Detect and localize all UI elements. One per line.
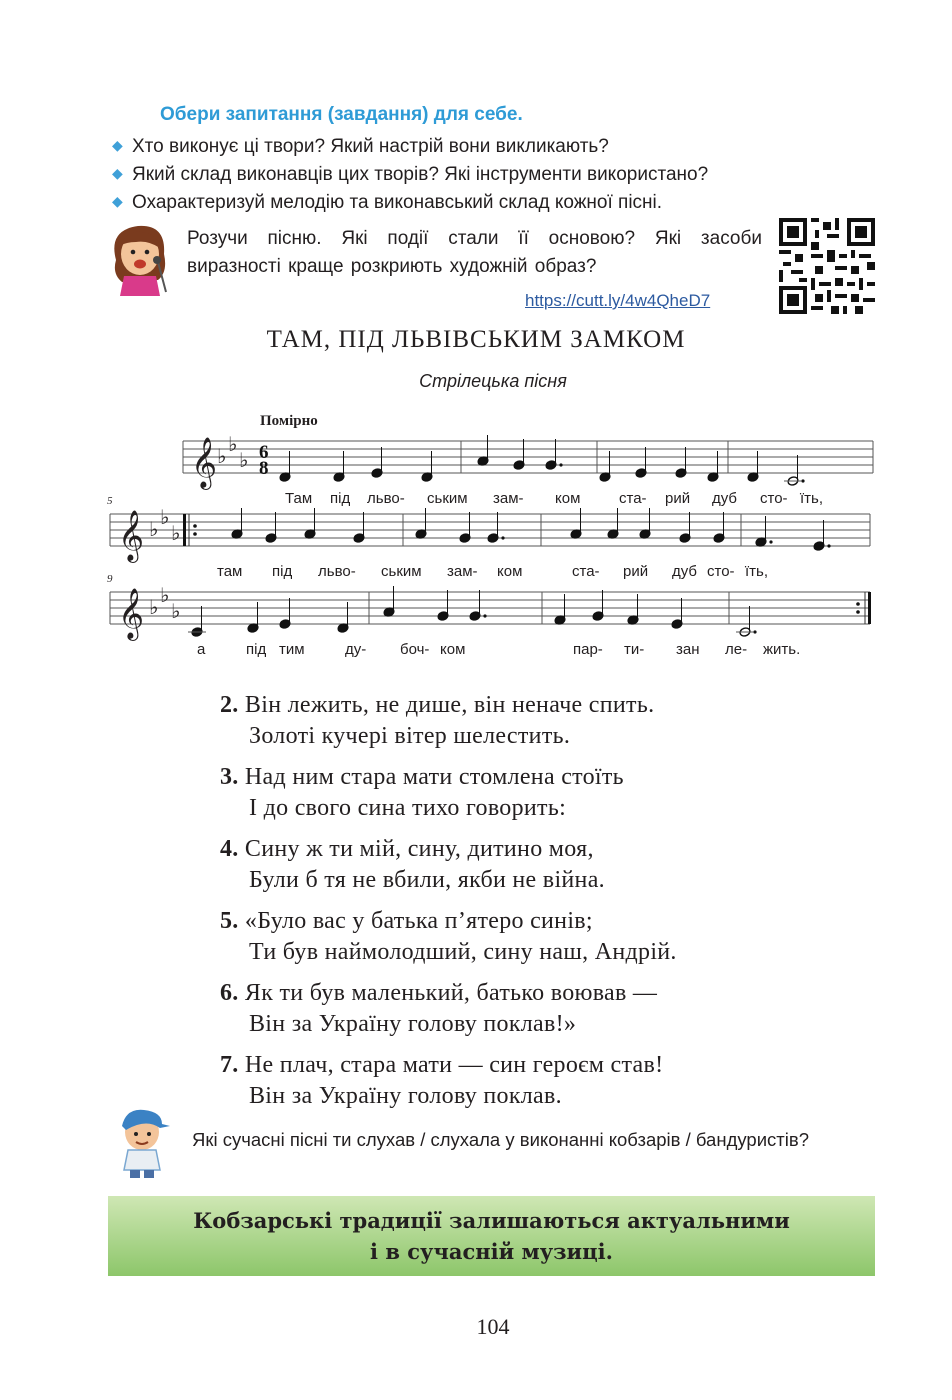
lyric-syllable: там	[217, 563, 243, 580]
verse-number: 7.	[220, 1052, 239, 1078]
lyric-syllable: під	[272, 563, 293, 580]
singing-girl-illustration	[102, 220, 178, 298]
note-dot	[483, 614, 486, 617]
lyric-syllable: льво-	[318, 563, 356, 580]
tempo-marking: Помірно	[260, 413, 318, 429]
song-title: ТАМ, ПІД ЛЬВІВСЬКИМ ЗАМКОМ	[266, 326, 686, 353]
lyric-syllable: ти-	[624, 641, 645, 658]
verse-line-1: 7. Не плач, стара мати — син героєм став!	[220, 1052, 664, 1078]
flat-icon: ♭	[171, 599, 181, 623]
lyric-syllable: ком	[555, 490, 581, 507]
lyric-syllable: а	[197, 641, 206, 658]
flat-icon: ♭	[171, 521, 181, 545]
lyric-syllable: під	[246, 641, 267, 658]
conclusion-banner	[108, 1196, 875, 1276]
lyric-syllable: ським	[381, 563, 422, 580]
lyric-syllable: ду-	[345, 641, 367, 658]
flat-icon: ♭	[149, 595, 159, 619]
music-score	[105, 405, 880, 670]
note-dot	[769, 540, 772, 543]
lyric-syllable: сто-	[707, 563, 735, 580]
boy-illustration	[112, 1106, 172, 1180]
list-item: ◆ Який склад виконавців цих творів? Які інструменти використано?	[112, 159, 832, 187]
lyric-syllable: сто-	[760, 490, 788, 507]
lyric-syllable: ком	[440, 641, 466, 658]
lyric-syllable: пар-	[573, 641, 603, 658]
list-item: ◆ Охарактеризуй мелодію та виконавський склад кожної пісні.	[112, 187, 832, 215]
lyric-syllable: під	[330, 490, 351, 507]
verse	[220, 690, 654, 752]
measure-number: 9	[107, 573, 113, 585]
lyric-syllable: ком	[497, 563, 523, 580]
verse-number: 2.	[220, 692, 239, 718]
page-number: 104	[476, 1314, 510, 1339]
lyric-syllable: рий	[623, 563, 649, 580]
qr-code-icon	[779, 218, 875, 314]
verse-line-1: 6. Як ти був маленький, батько воював —	[220, 980, 658, 1006]
verse	[220, 906, 677, 968]
flat-icon: ♭	[217, 444, 227, 468]
questions-title: Обери запитання (завдання) для себе.	[160, 104, 523, 125]
repeat-dot	[856, 602, 860, 606]
lyric-syllable: дуб	[712, 490, 738, 507]
list-item: ◆ Хто виконує ці твори? Який настрій вони викликають?	[112, 131, 832, 159]
conclusion-line-1: Кобзарські традиції залишаються актуальними	[193, 1208, 790, 1233]
diamond-bullet-icon: ◆	[112, 137, 123, 153]
treble-clef-icon: 𝄞	[191, 437, 218, 488]
lyric-syllable: Там	[285, 490, 313, 507]
repeat-start-bar	[183, 514, 186, 546]
flat-icon: ♭	[239, 448, 249, 472]
lyric-syllable: зан	[676, 641, 700, 658]
lyric-syllable: боч-	[400, 641, 430, 658]
flat-icon: ♭	[228, 432, 238, 456]
verse-line-2: І до свого сина тихо говорить:	[249, 795, 567, 821]
treble-clef-icon: 𝄞	[118, 588, 145, 639]
diamond-bullet-icon: ◆	[112, 165, 123, 181]
questions-list	[112, 131, 832, 215]
lyric-syllable: їть,	[745, 563, 769, 580]
verse-line-2: Він за Україну голову поклав!»	[249, 1011, 577, 1037]
lyric-syllable: льво-	[367, 490, 405, 507]
lyric-syllable: їть,	[800, 490, 824, 507]
learn-task-text: Розучи пісню. Які події стали її основою? Які засоби виразності краще розкриють художній образ?	[187, 228, 762, 277]
lyric-syllable: зам-	[447, 563, 478, 580]
lyric-syllable: ле-	[725, 641, 748, 658]
lyric-syllable: ським	[427, 490, 468, 507]
flat-icon: ♭	[160, 583, 170, 607]
flat-icon: ♭	[160, 505, 170, 529]
flat-icon: ♭	[149, 517, 159, 541]
final-bar-line	[868, 592, 871, 624]
verse-number: 4.	[220, 836, 239, 862]
song-subtitle: Стрілецька пісня	[419, 371, 567, 391]
verse-number: 3.	[220, 764, 239, 790]
repeat-dot	[856, 610, 860, 614]
lyric-syllable: тим	[279, 641, 305, 658]
lyric-syllable: рий	[665, 490, 691, 507]
verse-line-2: Ти був наймолодший, сину наш, Андрій.	[249, 939, 677, 965]
verse	[220, 762, 624, 824]
lyric-syllable: зам-	[493, 490, 524, 507]
verse-number: 5.	[220, 908, 239, 934]
repeat-dot	[193, 532, 197, 536]
verse-number: 6.	[220, 980, 239, 1006]
verse	[220, 978, 657, 1040]
lyric-syllable: ста-	[572, 563, 600, 580]
note-dot	[827, 544, 830, 547]
verse-line-1: 4. Сину ж ти мій, сину, дитино моя,	[220, 836, 594, 862]
verse-line-1: 5. «Було вас у батька п’ятеро синів;	[220, 908, 593, 934]
verse-line-1: 3. Над ним стара мати стомлена стоїть	[220, 764, 624, 790]
modern-songs-question: Які сучасні пісні ти слухав / слухала у виконанні кобзарів / бандуристів?	[192, 1129, 809, 1150]
song-link[interactable]: https://cutt.ly/4w4QheD7	[525, 291, 711, 310]
note-dot	[501, 536, 504, 539]
verse-line-2: Золоті кучері вітер шелестить.	[249, 723, 571, 749]
time-signature-top: 6	[259, 442, 269, 463]
measure-number: 5	[107, 495, 113, 507]
lyric-syllable: ста-	[619, 490, 647, 507]
note-dot	[559, 463, 562, 466]
repeat-dot	[193, 524, 197, 528]
verse-line-2: Він за Україну голову поклав.	[249, 1083, 562, 1109]
verse	[220, 1050, 663, 1112]
diamond-bullet-icon: ◆	[112, 193, 123, 209]
time-signature-bottom: 8	[259, 458, 269, 479]
lyric-syllable: жить.	[763, 641, 801, 658]
lyric-syllable: дуб	[672, 563, 698, 580]
conclusion-line-2: і в сучасній музиці.	[370, 1239, 613, 1264]
treble-clef-icon: 𝄞	[118, 510, 145, 561]
verse-line-1: 2. Він лежить, не дише, він неначе спить.	[220, 692, 655, 718]
verse-line-2: Були б тя не вбили, якби не війна.	[249, 867, 605, 893]
verse	[220, 834, 605, 896]
